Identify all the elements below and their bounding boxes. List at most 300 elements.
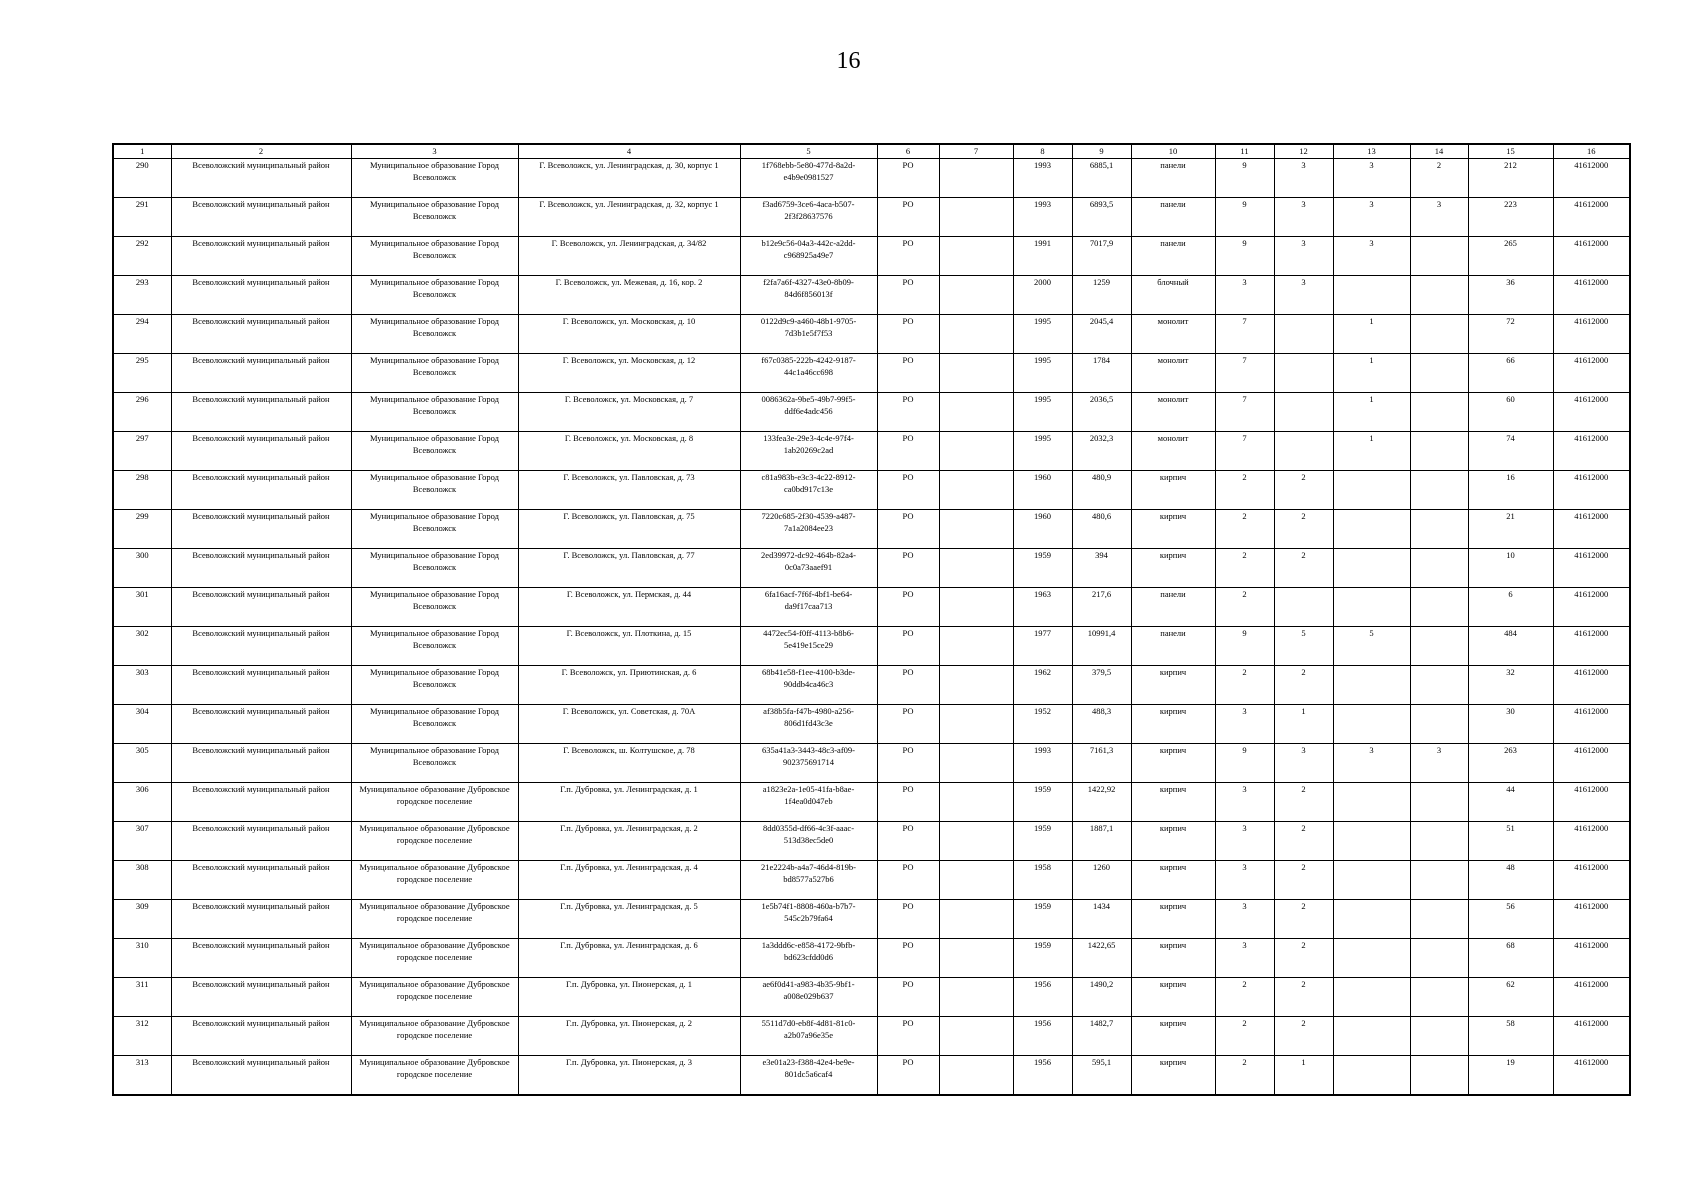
district-cell: Всеволожский муниципальный район [171,939,351,978]
year-cell: 1993 [1013,744,1072,783]
row-number-cell: 299 [113,510,171,549]
col6-cell: РО [877,822,939,861]
col15-cell: 72 [1468,315,1553,354]
column-header: 7 [939,144,1013,159]
area-cell: 379,5 [1072,666,1131,705]
district-cell: Всеволожский муниципальный район [171,237,351,276]
col13-cell [1333,978,1410,1017]
page-number: 16 [836,48,861,74]
address-cell: Г. Всеволожск, ул. Межевая, д. 16, кор. 2 [518,276,740,315]
year-cell: 1991 [1013,237,1072,276]
municipality-cell: Муниципальное образование Город Всеволожск [351,198,518,237]
floors-cell: 2 [1215,471,1274,510]
guid-cell: 2ed39972-dc92-464b-82a4-0c0a73aaef91 [740,549,877,588]
col15-cell: 19 [1468,1056,1553,1096]
wall-material-cell: кирпич [1131,510,1215,549]
col7-cell [939,276,1013,315]
oktmo-cell: 41612000 [1553,354,1630,393]
col13-cell: 5 [1333,627,1410,666]
floors-cell: 3 [1215,705,1274,744]
col14-cell [1410,822,1468,861]
row-number-cell: 294 [113,315,171,354]
table-row [113,705,1630,744]
table-row [113,588,1630,627]
col13-cell [1333,822,1410,861]
floors-cell: 3 [1215,939,1274,978]
column-header: 3 [351,144,518,159]
col13-cell [1333,1017,1410,1056]
col7-cell [939,861,1013,900]
col14-cell [1410,315,1468,354]
col12-cell [1274,354,1333,393]
oktmo-cell: 41612000 [1553,939,1630,978]
year-cell: 1952 [1013,705,1072,744]
district-cell: Всеволожский муниципальный район [171,1056,351,1096]
municipality-cell: Муниципальное образование Дубровское городское поселение [351,783,518,822]
col14-cell [1410,432,1468,471]
col12-cell [1274,588,1333,627]
column-header: 11 [1215,144,1274,159]
row-number-cell: 303 [113,666,171,705]
wall-material-cell: монолит [1131,354,1215,393]
col6-cell: РО [877,315,939,354]
wall-material-cell: кирпич [1131,549,1215,588]
guid-cell: f2fa7a6f-4327-43e0-8b09-84d6f856013f [740,276,877,315]
municipality-cell: Муниципальное образование Город Всеволожск [351,471,518,510]
address-cell: Г. Всеволожск, ул. Павловская, д. 73 [518,471,740,510]
district-cell: Всеволожский муниципальный район [171,549,351,588]
table-row [113,1056,1630,1096]
col6-cell: РО [877,237,939,276]
year-cell: 1956 [1013,978,1072,1017]
wall-material-cell: панели [1131,588,1215,627]
municipality-cell: Муниципальное образование Дубровское городское поселение [351,822,518,861]
table-row [113,354,1630,393]
district-cell: Всеволожский муниципальный район [171,276,351,315]
municipality-cell: Муниципальное образование Город Всеволожск [351,354,518,393]
wall-material-cell: кирпич [1131,978,1215,1017]
area-cell: 480,6 [1072,510,1131,549]
municipality-cell: Муниципальное образование Город Всеволожск [351,744,518,783]
year-cell: 1995 [1013,432,1072,471]
district-cell: Всеволожский муниципальный район [171,432,351,471]
guid-cell: 8dd0355d-df66-4c3f-aaac-513d38ec5de0 [740,822,877,861]
col15-cell: 58 [1468,1017,1553,1056]
guid-cell: 0122d9c9-a460-48b1-9705-7d3b1e5f7f53 [740,315,877,354]
table-row [113,276,1630,315]
row-number-cell: 313 [113,1056,171,1096]
col15-cell: 265 [1468,237,1553,276]
municipality-cell: Муниципальное образование Дубровское городское поселение [351,900,518,939]
floors-cell: 3 [1215,822,1274,861]
oktmo-cell: 41612000 [1553,549,1630,588]
col12-cell [1274,393,1333,432]
wall-material-cell: кирпич [1131,939,1215,978]
oktmo-cell: 41612000 [1553,861,1630,900]
municipality-cell: Муниципальное образование Дубровское городское поселение [351,1056,518,1096]
column-header: 14 [1410,144,1468,159]
col6-cell: РО [877,276,939,315]
col15-cell: 68 [1468,939,1553,978]
col7-cell [939,510,1013,549]
col13-cell: 3 [1333,159,1410,198]
col14-cell [1410,276,1468,315]
col13-cell [1333,939,1410,978]
col13-cell: 1 [1333,354,1410,393]
oktmo-cell: 41612000 [1553,510,1630,549]
col12-cell: 5 [1274,627,1333,666]
district-cell: Всеволожский муниципальный район [171,627,351,666]
col6-cell: РО [877,159,939,198]
col13-cell [1333,783,1410,822]
row-number-cell: 302 [113,627,171,666]
municipality-cell: Муниципальное образование Город Всеволожск [351,159,518,198]
municipality-cell: Муниципальное образование Город Всеволожск [351,393,518,432]
col14-cell [1410,900,1468,939]
col15-cell: 60 [1468,393,1553,432]
table-body [113,159,1630,1096]
table-row [113,783,1630,822]
wall-material-cell: кирпич [1131,1056,1215,1096]
wall-material-cell: монолит [1131,315,1215,354]
area-cell: 6893,5 [1072,198,1131,237]
col15-cell: 56 [1468,900,1553,939]
column-header: 6 [877,144,939,159]
address-cell: Г. Всеволожск, ул. Советская, д. 70А [518,705,740,744]
col14-cell [1410,783,1468,822]
floors-cell: 3 [1215,900,1274,939]
municipality-cell: Муниципальное образование Дубровское городское поселение [351,939,518,978]
col13-cell [1333,1056,1410,1096]
address-cell: Г. Всеволожск, ул. Московская, д. 10 [518,315,740,354]
col6-cell: РО [877,510,939,549]
year-cell: 1959 [1013,783,1072,822]
column-header: 9 [1072,144,1131,159]
col12-cell: 2 [1274,510,1333,549]
row-number-cell: 305 [113,744,171,783]
col15-cell: 21 [1468,510,1553,549]
col7-cell [939,978,1013,1017]
address-cell: Г. Всеволожск, ул. Ленинградская, д. 32, корпус 1 [518,198,740,237]
floors-cell: 3 [1215,276,1274,315]
floors-cell: 9 [1215,627,1274,666]
wall-material-cell: кирпич [1131,783,1215,822]
table-row [113,900,1630,939]
floors-cell: 2 [1215,978,1274,1017]
guid-cell: af38b5fa-f47b-4980-a256-806d1fd43c3e [740,705,877,744]
municipality-cell: Муниципальное образование Город Всеволожск [351,666,518,705]
row-number-cell: 300 [113,549,171,588]
district-cell: Всеволожский муниципальный район [171,861,351,900]
oktmo-cell: 41612000 [1553,900,1630,939]
year-cell: 1995 [1013,393,1072,432]
col15-cell: 223 [1468,198,1553,237]
column-header: 13 [1333,144,1410,159]
floors-cell: 2 [1215,588,1274,627]
col6-cell: РО [877,705,939,744]
oktmo-cell: 41612000 [1553,159,1630,198]
col12-cell [1274,315,1333,354]
municipality-cell: Муниципальное образование Город Всеволожск [351,510,518,549]
col13-cell: 1 [1333,393,1410,432]
col12-cell: 3 [1274,237,1333,276]
district-cell: Всеволожский муниципальный район [171,315,351,354]
row-number-cell: 310 [113,939,171,978]
address-cell: Г.п. Дубровка, ул. Ленинградская, д. 6 [518,939,740,978]
col13-cell [1333,549,1410,588]
col12-cell: 2 [1274,666,1333,705]
year-cell: 1960 [1013,471,1072,510]
guid-cell: 6fa16acf-7f6f-4bf1-be64-da9f17caa713 [740,588,877,627]
wall-material-cell: кирпич [1131,861,1215,900]
row-number-cell: 290 [113,159,171,198]
municipality-cell: Муниципальное образование Город Всеволожск [351,432,518,471]
oktmo-cell: 41612000 [1553,705,1630,744]
col13-cell [1333,861,1410,900]
col15-cell: 263 [1468,744,1553,783]
col15-cell: 212 [1468,159,1553,198]
guid-cell: 1e5b74f1-8808-460a-b7b7-545c2b79fa64 [740,900,877,939]
table-row [113,666,1630,705]
guid-cell: f67c0385-222b-4242-9187-44c1a46cc698 [740,354,877,393]
col15-cell: 484 [1468,627,1553,666]
table-row [113,1017,1630,1056]
guid-cell: f3ad6759-3ce6-4aca-b507-2f3f28637576 [740,198,877,237]
floors-cell: 2 [1215,510,1274,549]
col7-cell [939,939,1013,978]
row-number-cell: 298 [113,471,171,510]
column-header: 15 [1468,144,1553,159]
year-cell: 2000 [1013,276,1072,315]
area-cell: 1784 [1072,354,1131,393]
district-cell: Всеволожский муниципальный район [171,510,351,549]
year-cell: 1956 [1013,1017,1072,1056]
col7-cell [939,666,1013,705]
col15-cell: 74 [1468,432,1553,471]
column-header: 12 [1274,144,1333,159]
floors-cell: 2 [1215,666,1274,705]
column-header: 4 [518,144,740,159]
row-number-cell: 291 [113,198,171,237]
col13-cell [1333,510,1410,549]
col7-cell [939,744,1013,783]
address-cell: Г.п. Дубровка, ул. Пионерская, д. 1 [518,978,740,1017]
col14-cell [1410,354,1468,393]
municipality-cell: Муниципальное образование Дубровское городское поселение [351,978,518,1017]
col15-cell: 10 [1468,549,1553,588]
area-cell: 595,1 [1072,1056,1131,1096]
col12-cell: 1 [1274,705,1333,744]
col7-cell [939,471,1013,510]
address-cell: Г. Всеволожск, ул. Ленинградская, д. 34/82 [518,237,740,276]
col7-cell [939,627,1013,666]
guid-cell: 21e2224b-a4a7-46d4-819b-bd8577a527b6 [740,861,877,900]
floors-cell: 7 [1215,432,1274,471]
row-number-cell: 312 [113,1017,171,1056]
area-cell: 2045,4 [1072,315,1131,354]
floors-cell: 9 [1215,198,1274,237]
col6-cell: РО [877,627,939,666]
wall-material-cell: панели [1131,159,1215,198]
district-cell: Всеволожский муниципальный район [171,783,351,822]
row-number-cell: 306 [113,783,171,822]
district-cell: Всеволожский муниципальный район [171,900,351,939]
col15-cell: 32 [1468,666,1553,705]
col7-cell [939,900,1013,939]
wall-material-cell: панели [1131,627,1215,666]
col14-cell: 2 [1410,159,1468,198]
col7-cell [939,783,1013,822]
area-cell: 1887,1 [1072,822,1131,861]
column-header: 2 [171,144,351,159]
table-row [113,978,1630,1017]
col6-cell: РО [877,549,939,588]
address-cell: Г. Всеволожск, ул. Московская, д. 8 [518,432,740,471]
col15-cell: 16 [1468,471,1553,510]
wall-material-cell: монолит [1131,432,1215,471]
col13-cell [1333,666,1410,705]
wall-material-cell: кирпич [1131,744,1215,783]
area-cell: 488,3 [1072,705,1131,744]
column-header: 1 [113,144,171,159]
year-cell: 1995 [1013,315,1072,354]
col6-cell: РО [877,939,939,978]
col13-cell [1333,276,1410,315]
floors-cell: 9 [1215,159,1274,198]
col6-cell: РО [877,1017,939,1056]
oktmo-cell: 41612000 [1553,198,1630,237]
col14-cell [1410,588,1468,627]
area-cell: 2032,3 [1072,432,1131,471]
guid-cell: 635a41a3-3443-48c3-af09-902375691714 [740,744,877,783]
district-cell: Всеволожский муниципальный район [171,705,351,744]
district-cell: Всеволожский муниципальный район [171,822,351,861]
address-cell: Г. Всеволожск, ул. Ленинградская, д. 30, корпус 1 [518,159,740,198]
col12-cell: 2 [1274,900,1333,939]
municipality-cell: Муниципальное образование Город Всеволожск [351,549,518,588]
col13-cell [1333,588,1410,627]
area-cell: 6885,1 [1072,159,1131,198]
col12-cell: 2 [1274,939,1333,978]
col7-cell [939,1056,1013,1096]
col12-cell: 2 [1274,783,1333,822]
address-cell: Г. Всеволожск, ул. Приютинская, д. 6 [518,666,740,705]
area-cell: 1482,7 [1072,1017,1131,1056]
district-cell: Всеволожский муниципальный район [171,159,351,198]
area-cell: 7017,9 [1072,237,1131,276]
oktmo-cell: 41612000 [1553,744,1630,783]
row-number-cell: 293 [113,276,171,315]
oktmo-cell: 41612000 [1553,666,1630,705]
address-cell: Г.п. Дубровка, ул. Ленинградская, д. 5 [518,900,740,939]
year-cell: 1960 [1013,510,1072,549]
guid-cell: 4472ec54-f0ff-4113-b8b6-5e419e15ce29 [740,627,877,666]
col14-cell [1410,939,1468,978]
area-cell: 1490,2 [1072,978,1131,1017]
table-row [113,510,1630,549]
col14-cell [1410,471,1468,510]
floors-cell: 9 [1215,744,1274,783]
col15-cell: 44 [1468,783,1553,822]
address-cell: Г.п. Дубровка, ул. Ленинградская, д. 1 [518,783,740,822]
area-cell: 394 [1072,549,1131,588]
col7-cell [939,237,1013,276]
municipality-cell: Муниципальное образование Город Всеволожск [351,588,518,627]
col7-cell [939,315,1013,354]
year-cell: 1956 [1013,1056,1072,1096]
col12-cell: 3 [1274,744,1333,783]
wall-material-cell: кирпич [1131,900,1215,939]
wall-material-cell: кирпич [1131,822,1215,861]
table-row [113,861,1630,900]
col12-cell: 3 [1274,198,1333,237]
col12-cell [1274,432,1333,471]
col14-cell [1410,1017,1468,1056]
row-number-cell: 309 [113,900,171,939]
col14-cell [1410,1056,1468,1096]
col7-cell [939,354,1013,393]
col6-cell: РО [877,471,939,510]
oktmo-cell: 41612000 [1553,393,1630,432]
municipality-cell: Муниципальное образование Город Всеволожск [351,315,518,354]
row-number-cell: 304 [113,705,171,744]
district-cell: Всеволожский муниципальный район [171,354,351,393]
guid-cell: ae6f0d41-a983-4b35-9bf1-a008e029b637 [740,978,877,1017]
table-row [113,198,1630,237]
municipality-cell: Муниципальное образование Дубровское городское поселение [351,861,518,900]
col6-cell: РО [877,861,939,900]
col7-cell [939,1017,1013,1056]
col12-cell: 2 [1274,822,1333,861]
col13-cell [1333,471,1410,510]
municipality-cell: Муниципальное образование Дубровское городское поселение [351,1017,518,1056]
area-cell: 1259 [1072,276,1131,315]
table-row [113,939,1630,978]
area-cell: 1260 [1072,861,1131,900]
col12-cell: 2 [1274,861,1333,900]
area-cell: 1422,92 [1072,783,1131,822]
col13-cell: 3 [1333,237,1410,276]
oktmo-cell: 41612000 [1553,783,1630,822]
table-row [113,822,1630,861]
table-row [113,237,1630,276]
wall-material-cell: панели [1131,237,1215,276]
col12-cell: 2 [1274,1017,1333,1056]
address-cell: Г.п. Дубровка, ул. Пионерская, д. 2 [518,1017,740,1056]
wall-material-cell: кирпич [1131,666,1215,705]
col12-cell: 2 [1274,471,1333,510]
col15-cell: 6 [1468,588,1553,627]
col13-cell: 1 [1333,315,1410,354]
address-cell: Г. Всеволожск, ш. Колтушское, д. 78 [518,744,740,783]
row-number-cell: 295 [113,354,171,393]
col12-cell: 2 [1274,978,1333,1017]
column-number-row [113,144,1630,159]
year-cell: 1993 [1013,198,1072,237]
district-cell: Всеволожский муниципальный район [171,471,351,510]
area-cell: 217,6 [1072,588,1131,627]
table-row [113,393,1630,432]
col14-cell [1410,705,1468,744]
oktmo-cell: 41612000 [1553,1056,1630,1096]
col14-cell: 3 [1410,744,1468,783]
wall-material-cell: монолит [1131,393,1215,432]
area-cell: 480,9 [1072,471,1131,510]
address-cell: Г. Всеволожск, ул. Московская, д. 12 [518,354,740,393]
oktmo-cell: 41612000 [1553,471,1630,510]
row-number-cell: 296 [113,393,171,432]
col14-cell [1410,666,1468,705]
